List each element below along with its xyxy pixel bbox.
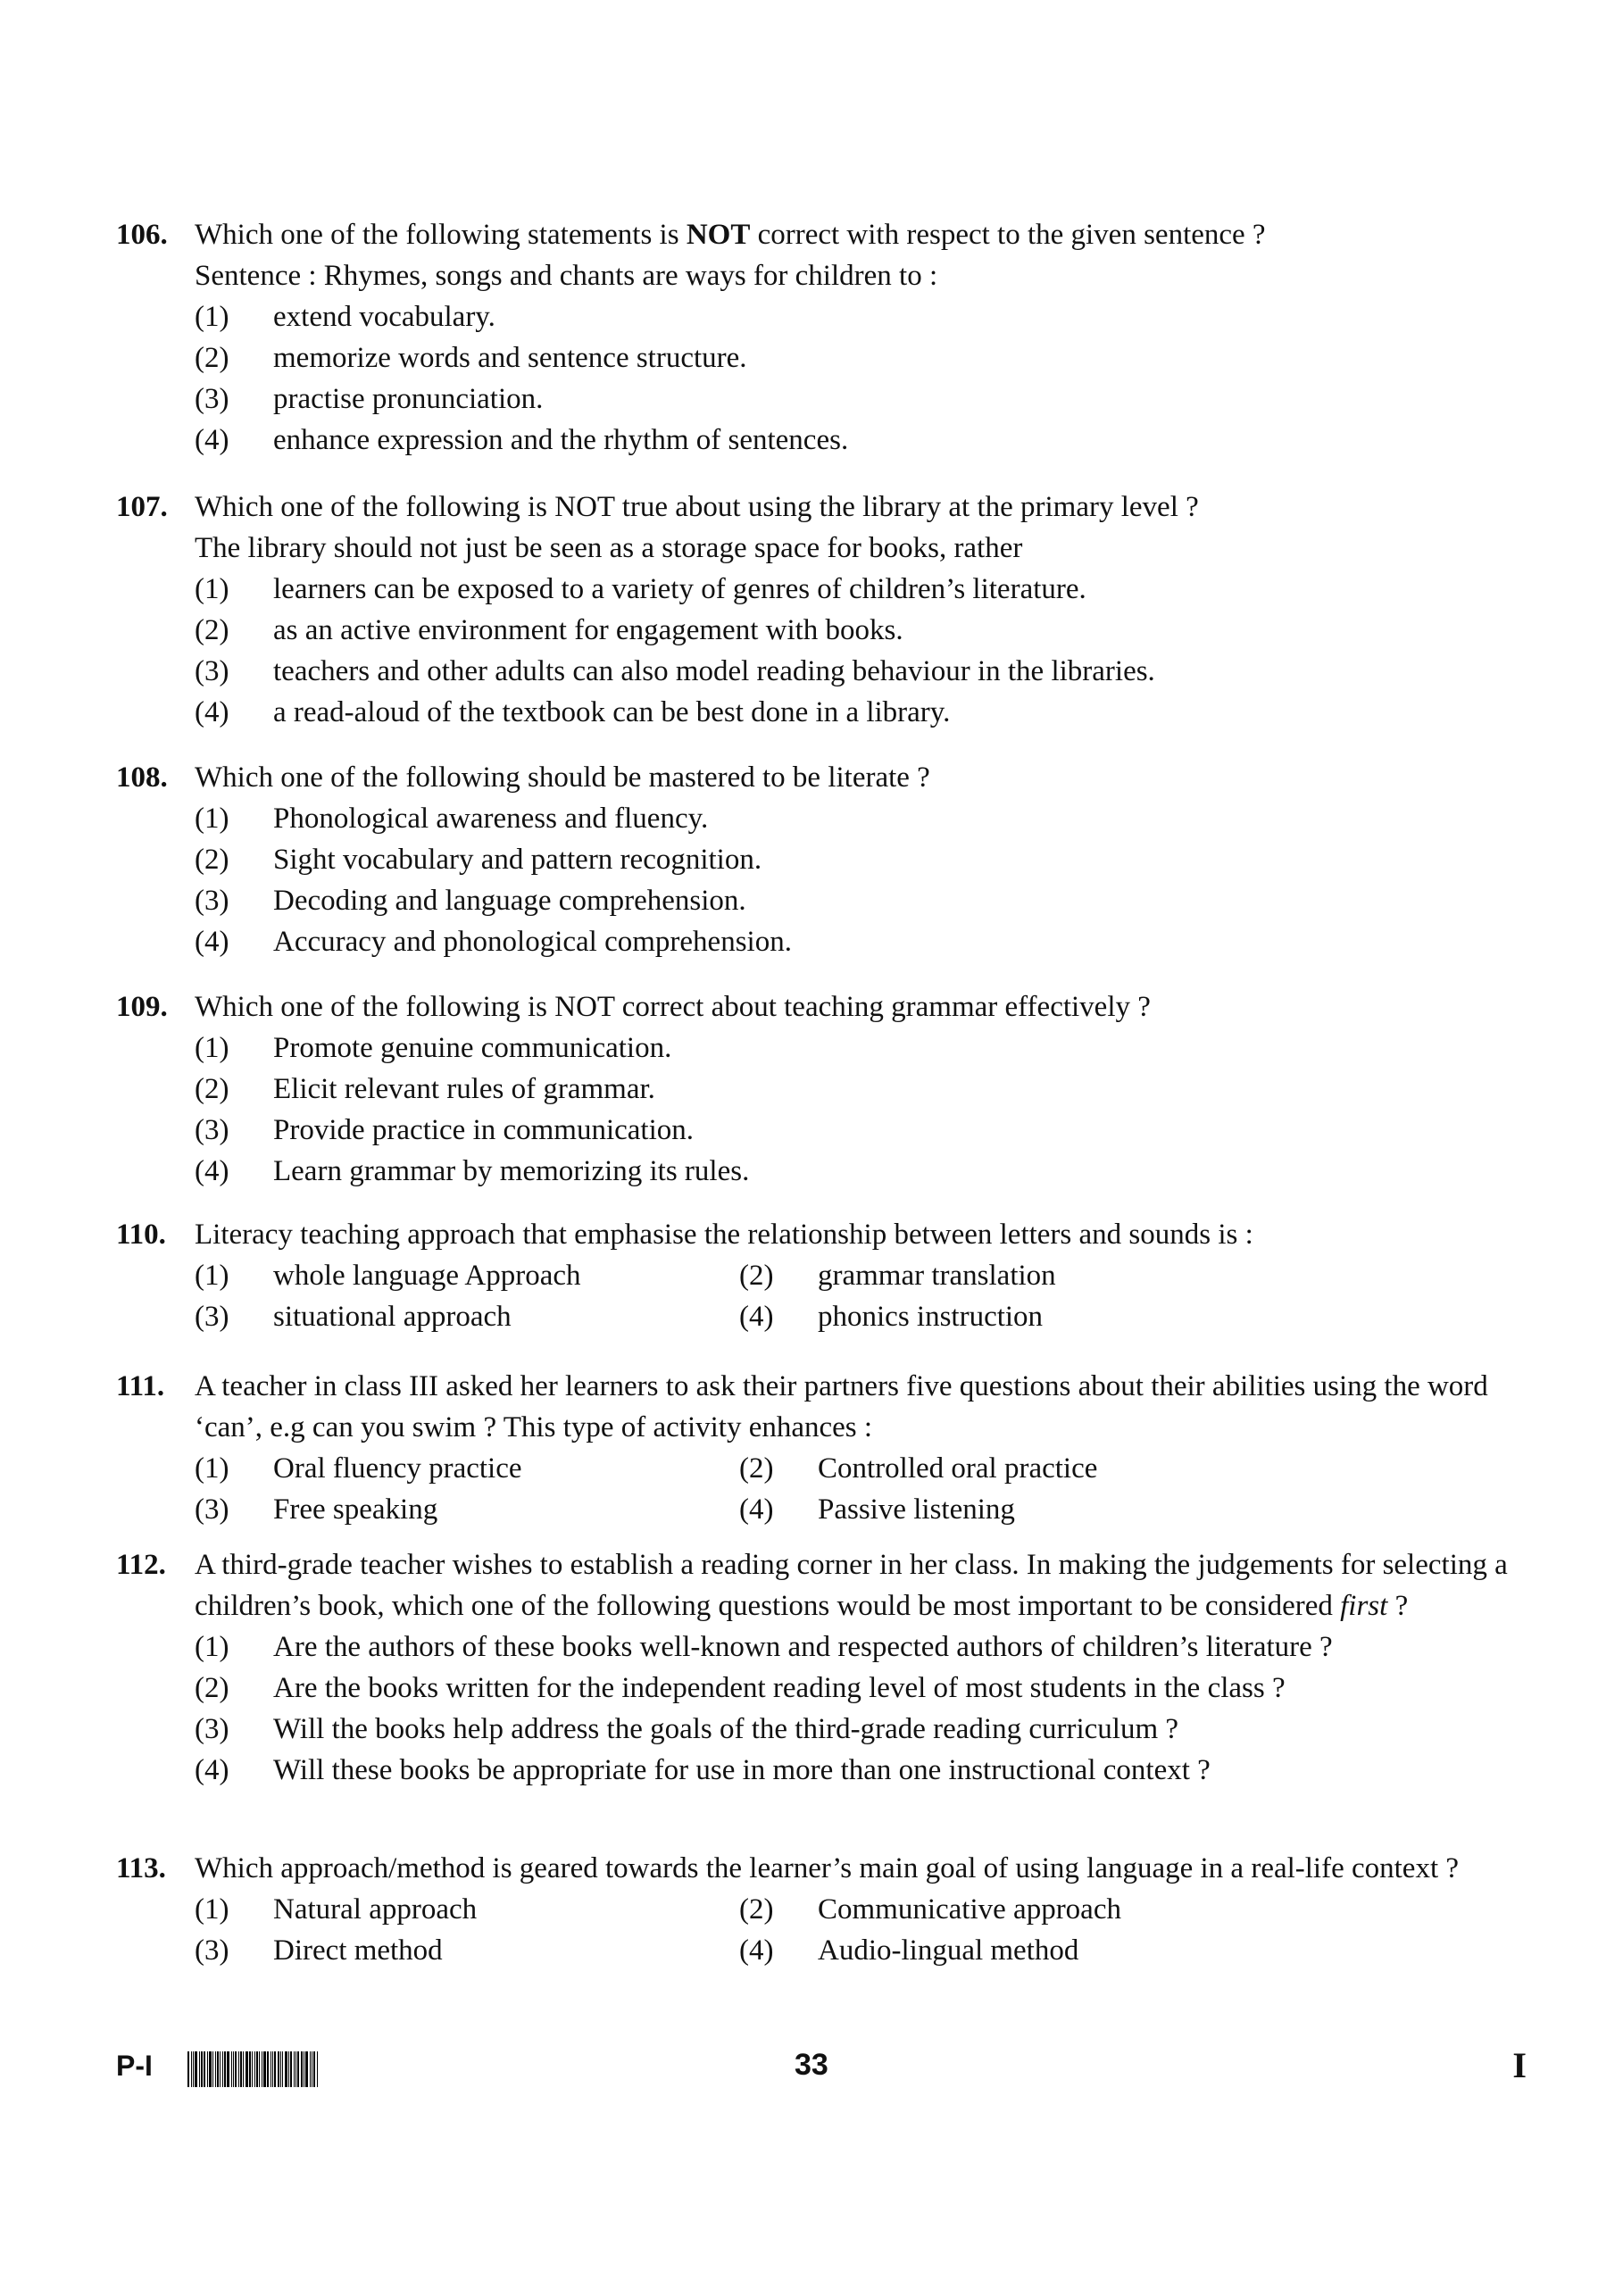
barcode-bar [201,2051,203,2087]
barcode-bar [288,2051,289,2087]
question-stem: Literacy teaching approach that emphasise the relationship between letters and sounds is : [195,1219,1253,1251]
option-item [195,420,1527,461]
question-number: 109. [116,991,168,1023]
barcode-bar [187,2051,189,2087]
barcode-bar [204,2051,205,2087]
option-text: Natural approach [273,1893,478,1926]
barcode-bar [212,2051,213,2087]
option-item [195,839,1527,880]
option-number: (4) [195,696,229,728]
option-text: Free speaking [273,1493,438,1526]
question-110 [116,1214,1527,1337]
option-text: practise pronunciation. [273,383,544,415]
option-number: (3) [195,1713,229,1745]
option-list [195,1889,1527,1971]
barcode-bar [263,2051,266,2087]
option-list [195,1027,1527,1192]
page-footer [116,2044,1527,2094]
option-text: Direct method [273,1934,443,1967]
option-text: situational approach [273,1301,512,1333]
option-item [195,1709,1527,1750]
option-text: Audio-lingual method [818,1934,1079,1967]
barcode-image [187,2051,398,2087]
barcode-bar [217,2051,219,2087]
option-list [195,798,1527,962]
question-stem: Which one of the following should be mastered to be literate ? [195,761,930,794]
barcode-bar [305,2051,308,2087]
paper-code: P-I [116,2050,153,2082]
barcode-bar [195,2051,197,2087]
barcode-bar [207,2051,208,2087]
barcode-bar [193,2051,194,2087]
option-text: grammar translation [818,1260,1056,1292]
option-item [195,1151,1527,1192]
option-item [195,1069,1527,1110]
question-stem: A teacher in class III asked her learners to ask their partners five questions about their abilities using the word ‘can’, e.g can you swim ? This type of activity enhances : [195,1370,1488,1443]
option-item [195,1750,1527,1791]
option-number: (2) [195,342,229,374]
question-stem: Which one of the following is NOT true about using the library at the primary level ? [195,491,1199,523]
option-text: a read-aloud of the textbook can be best done in a library. [273,696,951,728]
barcode-bar [301,2051,303,2087]
option-number: (1) [195,301,229,333]
barcode-bar [294,2051,295,2087]
barcode-bar [220,2051,221,2087]
option-text: Learn grammar by memorizing its rules. [273,1155,750,1187]
question-stem: A third-grade teacher wishes to establish a reading corner in her class. In making the judgements for selecting a children’s book, which one of the following questions would be most important to be considered first ? [195,1549,1508,1622]
option-number: (2) [739,1893,774,1926]
option-item [195,1668,1527,1709]
option-number: (4) [739,1493,774,1526]
option-text: Communicative approach [818,1893,1121,1926]
option-number: (4) [195,1754,229,1786]
barcode-bar [209,2051,212,2087]
option-text: Are the books written for the independent reading level of most students in the class ? [273,1672,1286,1704]
question-body [195,487,1527,733]
question-stem: Which one of the following is NOT correct about teaching grammar effectively ? [195,991,1151,1023]
question-107 [116,487,1527,733]
option-text: Promote genuine communication. [273,1032,672,1064]
option-text: Provide practice in communication. [273,1114,695,1146]
option-item [195,1889,739,1930]
option-text: memorize words and sentence structure. [273,342,747,374]
barcode-bar [249,2051,251,2087]
option-text: extend vocabulary. [273,301,495,333]
barcode-bar [246,2051,248,2087]
option-item [195,610,1527,651]
option-text: phonics instruction [818,1301,1044,1333]
option-item [739,1489,1525,1530]
barcode-bar [285,2051,287,2087]
option-number: (3) [195,655,229,687]
option-item [195,296,1527,337]
barcode-bar [290,2051,292,2087]
barcode-bar [317,2051,318,2087]
option-item [195,1027,1527,1069]
barcode-bar [274,2051,276,2087]
option-item [195,1448,739,1489]
barcode-bar [310,2051,311,2087]
option-item [739,1255,1525,1296]
barcode-bar [191,2051,192,2087]
question-body [195,1214,1527,1337]
option-item [195,692,1527,733]
barcode-bar [282,2051,283,2087]
barcode-bar [272,2051,273,2087]
option-text: Will these books be appropriate for use in more than one instructional context ? [273,1754,1211,1786]
option-number: (2) [195,614,229,646]
option-number: (1) [195,1032,229,1064]
question-body [195,1366,1527,1530]
option-number: (2) [739,1452,774,1485]
option-number: (4) [195,926,229,958]
option-number: (3) [195,1934,229,1967]
option-text: Elicit relevant rules of grammar. [273,1073,655,1105]
option-number: (1) [195,1260,229,1292]
option-list [195,1255,1527,1337]
option-item [195,1626,1527,1668]
option-item [195,569,1527,610]
option-list [195,1448,1527,1530]
option-number: (3) [195,383,229,415]
barcode-bar [215,2051,216,2087]
question-109 [116,986,1527,1192]
barcode-bar [243,2051,244,2087]
question-body [195,1848,1527,1971]
question-body [195,986,1527,1192]
question-body [195,214,1527,461]
option-text: whole language Approach [273,1260,581,1292]
question-body [195,1544,1527,1791]
question-108 [116,757,1527,962]
question-111 [116,1366,1527,1530]
question-112 [116,1544,1527,1791]
barcode-bar [254,2051,255,2087]
option-number: (4) [739,1934,774,1967]
option-item [195,1296,739,1337]
question-body [195,757,1527,962]
barcode-bar [313,2051,315,2087]
option-item [195,379,1527,420]
option-text: Decoding and language comprehension. [273,885,746,917]
barcode-bar [231,2051,232,2087]
question-number: 111. [116,1370,165,1402]
option-number: (2) [195,844,229,876]
option-number: (1) [195,803,229,835]
barcode-bar [252,2051,253,2087]
option-text: Sight vocabulary and pattern recognition. [273,844,762,876]
barcode-bar [267,2051,269,2087]
barcode-bar [270,2051,271,2087]
option-number: (1) [195,1893,229,1926]
option-number: (3) [195,1493,229,1526]
option-list [195,1626,1527,1791]
option-item [195,798,1527,839]
option-text: teachers and other adults can also model reading behaviour in the libraries. [273,655,1155,687]
option-text: Phonological awareness and fluency. [273,803,709,835]
barcode-bar [238,2051,239,2087]
barcode-bar [222,2051,223,2087]
option-item [195,651,1527,692]
option-item [195,880,1527,921]
option-number: (4) [739,1301,774,1333]
option-item [739,1296,1525,1337]
option-list [195,569,1527,733]
barcode-bar [297,2051,299,2087]
barcode-bar [280,2051,281,2087]
option-item [195,1930,739,1971]
option-list [195,296,1527,461]
barcode-bar [256,2051,258,2087]
option-number: (2) [195,1073,229,1105]
option-number: (1) [195,1452,229,1485]
barcode-bar [235,2051,237,2087]
question-stem-continued: Sentence : Rhymes, songs and chants are ways for children to : [195,260,938,292]
barcode-bar [199,2051,200,2087]
option-text: Will the books help address the goals of the third-grade reading curriculum ? [273,1713,1179,1745]
question-number: 110. [116,1219,166,1251]
option-number: (2) [739,1260,774,1292]
page-number: 33 [795,2048,828,2082]
option-item [739,1930,1525,1971]
option-number: (2) [195,1672,229,1704]
option-text: Are the authors of these books well-known and respected authors of children’s literature ? [273,1631,1333,1663]
question-number: 107. [116,491,168,523]
option-item [195,337,1527,379]
question-113 [116,1848,1527,1971]
barcode-bar [240,2051,242,2087]
barcode-bar [295,2051,296,2087]
barcode-bar [233,2051,234,2087]
option-text: Accuracy and phonological comprehension. [273,926,792,958]
question-stem: Which approach/method is geared towards the learner’s main goal of using language in a real-life context ? [195,1852,1460,1884]
option-number: (1) [195,1631,229,1663]
question-number: 112. [116,1549,166,1581]
option-number: (3) [195,1301,229,1333]
option-text: learners can be exposed to a variety of genres of children’s literature. [273,573,1086,605]
option-number: (1) [195,573,229,605]
option-item [195,1255,739,1296]
barcode-bar [278,2051,279,2087]
option-number: (3) [195,1114,229,1146]
option-number: (3) [195,885,229,917]
question-stem-continued: The library should not just be seen as a storage space for books, rather [195,532,1023,564]
option-item [195,1110,1527,1151]
barcode-bar [227,2051,229,2087]
question-number: 108. [116,761,168,794]
option-text: as an active environment for engagement with books. [273,614,903,646]
option-text: Passive listening [818,1493,1015,1526]
option-item [739,1889,1525,1930]
barcode-bar [259,2051,260,2087]
option-number: (4) [195,1155,229,1187]
question-106 [116,214,1527,461]
option-text: Oral fluency practice [273,1452,522,1485]
question-stem: Which one of the following statements is NOT correct with respect to the given sentence ? [195,219,1266,251]
series-letter: I [1512,2045,1527,2085]
option-item [195,1489,739,1530]
option-number: (4) [195,424,229,456]
option-item [739,1448,1525,1489]
option-text: enhance expression and the rhythm of sentences. [273,424,849,456]
option-item [195,921,1527,962]
option-text: Controlled oral practice [818,1452,1098,1485]
question-number: 113. [116,1852,166,1884]
question-number: 106. [116,219,168,251]
barcode-bar [224,2051,226,2087]
